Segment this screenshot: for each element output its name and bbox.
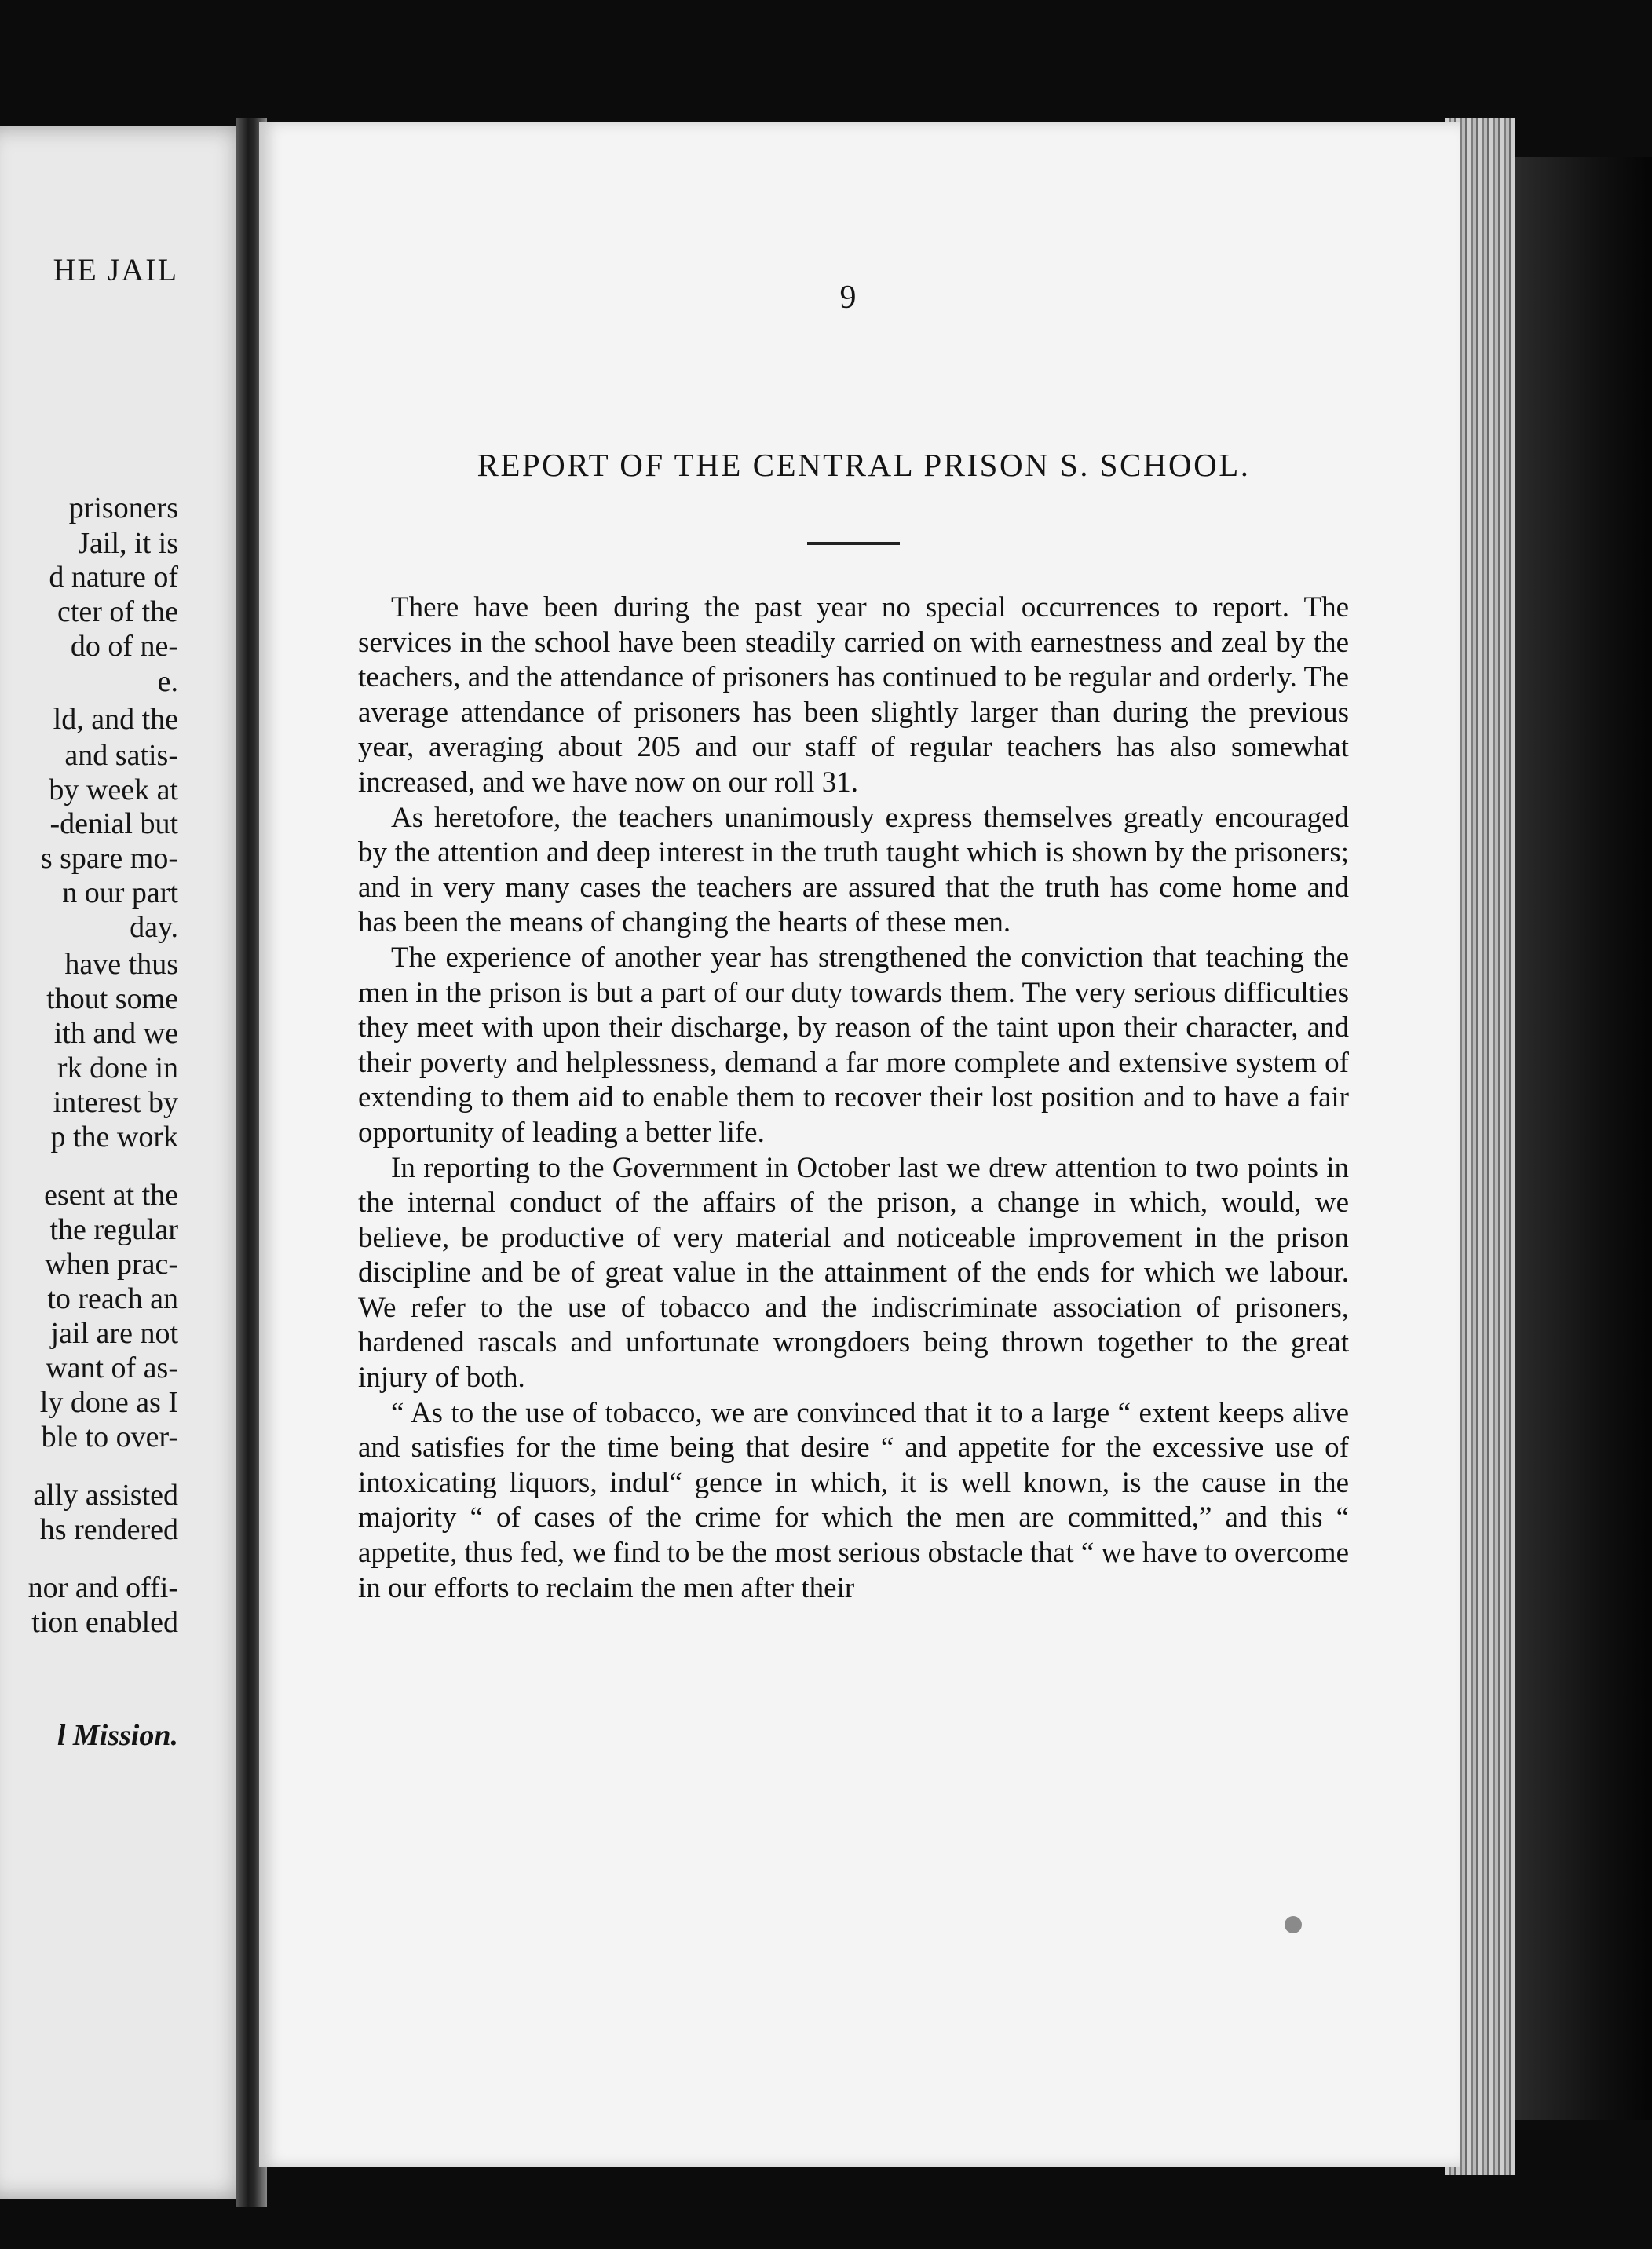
left-page-text-fragment: -denial but [49,807,178,840]
body-text [358,591,1349,1606]
page-number: 9 [839,280,857,316]
left-page-text-fragment: thout some [46,982,178,1015]
left-page-text-fragment: jail are not [50,1317,178,1350]
title-rule [807,542,900,545]
left-page-text-fragment: interest by [53,1086,178,1119]
ink-spot [1285,1916,1302,1933]
left-page-text-fragment: tion enabled [31,1606,178,1639]
left-page-text-fragment: when prac- [45,1248,178,1281]
left-page-text-fragment: cter of the [57,595,178,628]
left-page-text-fragment: rk done in [57,1051,178,1084]
left-page-text-fragment: want of as- [46,1351,178,1384]
left-page-text-fragment: esent at the [44,1179,178,1212]
left-page-text-fragment: by week at [49,773,178,806]
page-title: REPORT OF THE CENTRAL PRISON S. SCHOOL. [477,447,1251,483]
paragraph-2: As heretofore, the teachers unanimously express themselves greatly encouraged by the attention and deep interest in the truth taught which is shown by the prisoners; and in very many cases the teachers are assured that the truth has come home and has been the means of changing the hearts of these men. [358,801,1349,939]
paragraph-5: “ As to the use of tobacco, we are convinced that it to a large “ extent keeps alive and satisfies for the time being that desire “ and appetite for the excessive use of intoxicating liquors, indul“ gence in which, it is well known, is the cause in the majority “ of cases of the crime for which the men are committed,” and this “ appetite, thus fed, we find to be the most serious obstacle that “ we have to overcome in our efforts to reclaim the men after their [358,1396,1349,1604]
left-page-text-fragment: ly done as I [39,1386,178,1419]
paragraph-1: There have been during the past year no special occurrences to report. The services in the school have been steadily carried on with earnestness and zeal by the teachers, and the attendance of prisoners has continued to be regular and orderly. The average attendance of prisoners has been slightly larger than during the previous year, averaging about 205 and our staff of regular teachers has also somewhat increased, and we have now on our roll 31. [358,591,1349,799]
left-page-text-fragment: nor and offi- [27,1571,178,1604]
left-page-text-fragment: s spare mo- [40,842,178,875]
left-page-text-fragment: e. [157,665,178,698]
left-page-text-fragment: and satis- [64,739,178,772]
left-page-text-fragment: have thus [64,948,178,981]
left-page [0,126,253,2199]
book-cover-edge [1515,157,1652,2120]
left-page-text-fragment: l Mission. [57,1719,178,1752]
left-page-text-fragment: ally assisted [33,1479,178,1512]
left-page-text-fragment: n our part [62,876,178,909]
left-page-text-fragment: day. [130,911,178,944]
paragraph-4: In reporting to the Government in October last we drew attention to two points in the internal conduct of the affairs of the prison, a change in which, would, we believe, be productive of very material and noticeable improvement in the prison discipline and be of great value in the attainment of the ends for which we labour. We refer to the use of tobacco and the indiscriminate association of prisoners, hardened rascals and unfortunate wrongdoers being thrown together to the great injury of both. [358,1151,1349,1395]
left-page-text-fragment: Jail, it is [78,527,178,560]
left-page-text-fragment: p the work [50,1121,178,1154]
left-page-text-fragment: ble to over- [41,1421,178,1454]
left-page-text-fragment: ith and we [53,1017,178,1050]
left-page-text-fragment: the regular [49,1213,178,1246]
left-page-text-fragment: prisoners [68,492,178,525]
left-page-text-fragment: hs rendered [39,1513,178,1546]
left-page-text-fragment: ld, and the [53,703,178,736]
left-page-text-fragment: do of ne- [70,630,178,663]
paragraph-3: The experience of another year has strengthened the conviction that teaching the men in the prison is but a part of our duty towards them. The very serious difficulties they meet with upon their discharge, by reason of the taint upon their character, and their poverty and helplessness, demand a far more complete and extensive system of extending to them aid to enable them to recover their lost position and to have a fair opportunity of leading a better life. [358,941,1349,1149]
left-page-text-fragment: HE JAIL [53,252,178,287]
left-page-text-fragment: to reach an [47,1282,178,1315]
left-page-text-fragment: d nature of [49,561,178,594]
